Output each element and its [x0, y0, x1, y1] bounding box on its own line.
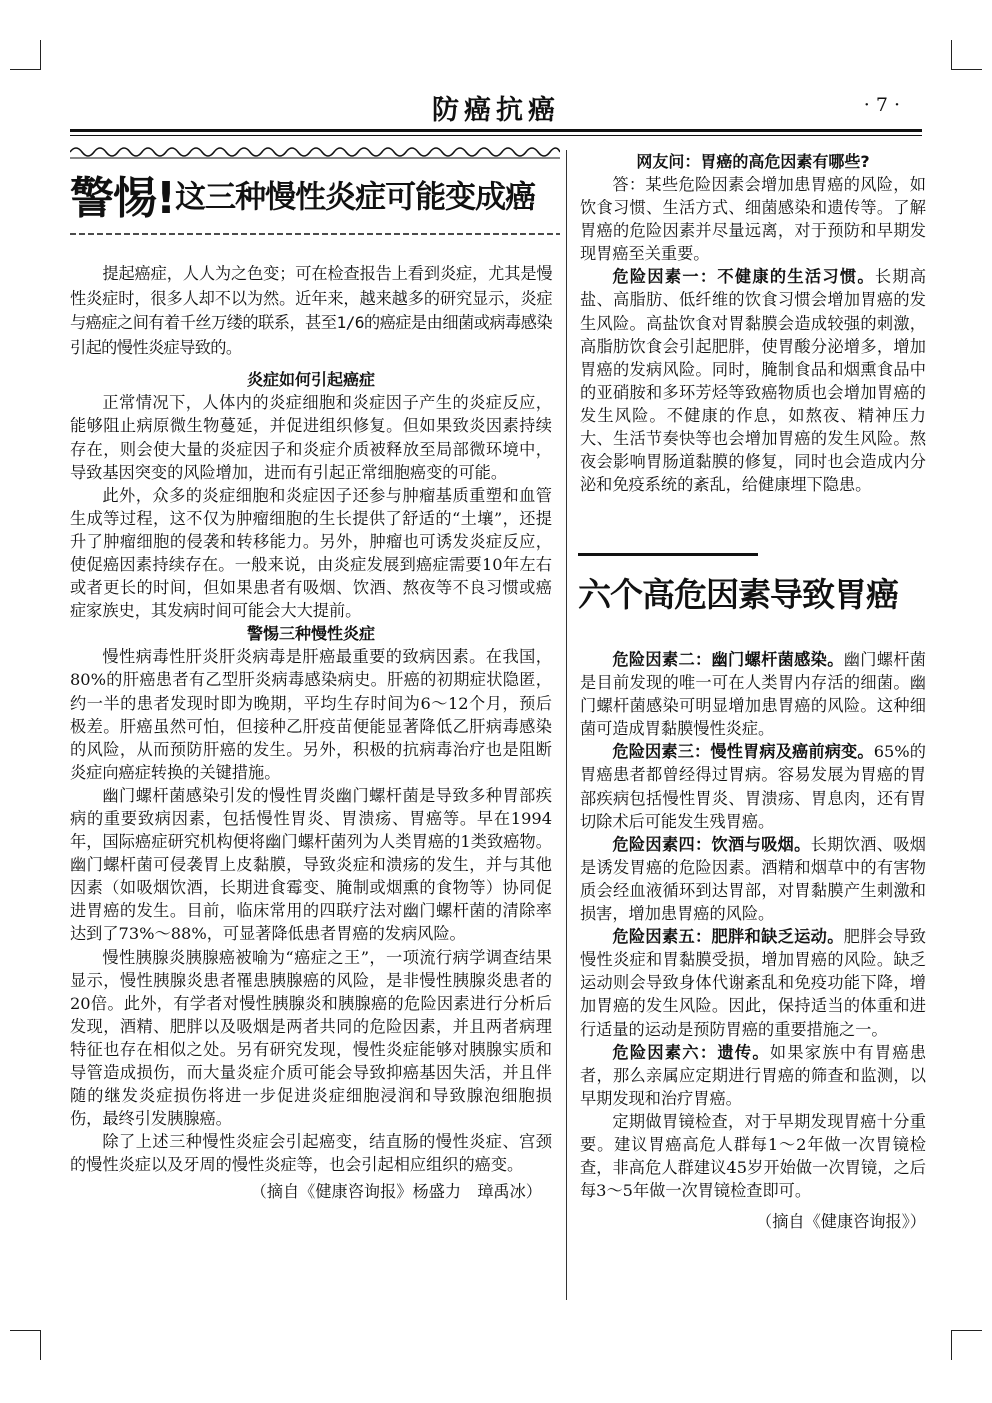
title-warning: 警惕! — [70, 173, 176, 224]
article-title-left — [70, 162, 560, 232]
crop-mark-top-left-v — [40, 40, 41, 70]
risk-factor-2 — [580, 648, 926, 740]
paragraph: 正常情况下，人体内的炎症细胞和炎症因子产生的炎症反应，能够阻止病原微生物蔓延，并促进组织修复。但如果致炎因素持续存在，则会使大量的炎症因子和炎症介质被释放至局部微环境中，导致基因突变的风险增加，进而有引起正常细胞癌变的可能。 — [70, 393, 552, 482]
risk-factor-5-text: 肥胖会导致慢性炎症和胃黏膜受损，增加胃癌的风险。缺乏运动则会导致身体代谢紊乱和免疫功能下降，增加胃癌的发生风险。因此，保持适当的体重和进行适量的运动是预防胃癌的重要措施之一。 — [580, 927, 926, 1039]
source-credit-right: （摘自《健康咨询报》） — [756, 1212, 926, 1232]
subheading-how-inflammation: 炎症如何引起癌症 — [246, 370, 375, 390]
risk-factor-4-label: 危险因素四：饮酒与吸烟。 — [612, 834, 811, 854]
risk-factor-3-text: 65%的胃癌患者都曾经得过胃病。容易发展为胃癌的胃部疾病包括慢性胃炎、胃溃疡、胃息肉，还有胃切除术后可能发生残胃癌。 — [580, 742, 926, 831]
risk-factor-6 — [580, 1041, 926, 1110]
crop-mark-bottom-right-h — [952, 1330, 982, 1331]
answer-paragraph: 答：某些危险因素会增加患胃癌的风险，如饮食习惯、生活方式、细菌感染和遗传等。了解胃癌的危险因素并尽量远离，对于预防和早期发现胃癌至关重要。 — [580, 175, 926, 264]
risk-factor-2-text: 幽门螺杆菌是目前发现的唯一可在人类胃内存活的细菌。幽门螺杆菌感染可明显增加患胃癌的风险。这种细菌可造成胃黏膜慢性炎症。 — [580, 650, 926, 739]
ornament-border-top — [70, 144, 560, 160]
title-right-text: 六个高危因素导致胃癌 — [578, 575, 898, 614]
paragraph-gastroscopy: 定期做胃镜检查，对于早期发现胃癌十分重要。建议胃癌高危人群每1～2年做一次胃镜检查，非高危人群建议45岁开始做一次胃镜，之后每3～5年做一次胃镜检查即可。 — [580, 1111, 926, 1201]
risk-factor-1 — [580, 265, 926, 496]
title-main: 这三种慢性炎症可能变成癌 — [175, 179, 536, 216]
risk-factor-1-text: 长期高盐、高脂肪、低纤维的饮食习惯会增加胃癌的发生风险。高盐饮食对胃黏膜会造成较强的刺激，高脂肪饮食会引起肥胖，使胃酸分泌增多，增加胃癌的发病风险。同时，腌制食品和烟熏食品中的亚硝胺和多环芳烃等致癌物质也会增加胃癌的发生风险。不健康的作息，如熬夜、精神压力大、生活节奏快等也会增加胃癌的发生风险。熬夜会影响胃肠道黏膜的修复，同时也会造成内分泌和免疫系统的紊乱，给健康埋下隐患。 — [580, 267, 927, 495]
risk-factor-6-text: 如果家族中有胃癌患者，那么亲属应定期进行胃癌的筛查和监测，以早期发现和治疗胃癌。 — [580, 1042, 927, 1108]
crop-mark-bottom-right-v — [951, 1330, 952, 1360]
crop-mark-top-left-h — [10, 69, 40, 70]
crop-mark-top-right-v — [951, 40, 952, 70]
crop-mark-bottom-left-h — [10, 1330, 40, 1331]
lead-paragraph: 提起癌症，人人为之色变；可在检查报告上看到炎症，尤其是慢性炎症时，很多人却不以为然。近年来，越来越多的研究显示，炎症与癌症之间有着千丝万缕的联系，甚至1/6的癌症是由细菌或病毒感染引起的慢性炎症导致的。 — [70, 264, 552, 357]
risk-factor-6-label: 危险因素六：遗传。 — [612, 1042, 770, 1062]
risk-factor-5 — [580, 925, 926, 1040]
title-right-rule — [578, 553, 758, 556]
risk-factor-4-text: 长期饮酒、吸烟是诱发胃癌的危险因素。酒精和烟草中的有害物质会经血液循环到达胃部，对胃黏膜产生刺激和损害，增加患胃癌的风险。 — [580, 834, 926, 924]
paragraph: 此外，众多的炎症细胞和炎症因子还参与肿瘤基质重塑和血管生成等过程，这不仅为肿瘤细胞的生长提供了舒适的“土壤”，还提升了肿瘤细胞的侵袭和转移能力。另外，肿瘤也可诱发炎症反应，使促癌因素持续存在。一般来说，由炎症发展到癌症需要10年左右或者更长的时间，但如果患者有吸烟、饮酒、熬夜等不良习惯或癌症家族史，其发病时间可能会大大提前。 — [70, 485, 552, 621]
page-number: · 7 · — [863, 94, 900, 116]
paragraph: 幽门螺杆菌感染引发的慢性胃炎幽门螺杆菌是导致多种胃部疾病的重要致病因素，包括慢性胃炎、胃溃疡、胃癌等。早在1994年，国际癌症研究机构便将幽门螺杆菌列为人类胃癌的1类致癌物。幽门螺杆菌可侵袭胃上皮黏膜，导致炎症和溃疡的发生，并与其他因素（如吸烟饮酒，长期进食霉变、腌制或烟熏的食物等）协同促进胃癌的发生。目前，临床常用的四联疗法对幽门螺杆菌的清除率达到了73%～88%，可显著降低患者胃癌的发病风险。 — [70, 785, 552, 944]
risk-factor-4 — [580, 833, 926, 925]
section-title: 防癌抗癌 — [432, 95, 560, 126]
article-title-right — [578, 553, 928, 625]
right-article-top — [580, 150, 926, 496]
column-divider — [566, 150, 567, 1300]
risk-factor-1-label: 危险因素一：不健康的生活习惯。 — [612, 267, 875, 287]
title-underline — [70, 232, 560, 236]
source-credit: （摘自《健康咨询报》杨盛力 璋禹冰） — [250, 1182, 542, 1202]
paragraph: 慢性病毒性肝炎肝炎病毒是肝癌最重要的致病因素。在我国，80%的肝癌患者有乙型肝炎病毒感染病史。肝癌的初期症状隐匿，约一半的患者发现时即为晚期，平均生存时间为6～12个月，预后极差。肝癌虽然可怕，但接种乙肝疫苗便能显著降低乙肝病毒感染的风险，从而预防肝癌的发生。另外，积极的抗病毒治疗也是阻断炎症向癌症转换的关键措施。 — [70, 647, 552, 782]
risk-factor-2-label: 危险因素二：幽门螺杆菌感染。 — [612, 650, 844, 669]
paragraph: 除了上述三种慢性炎症会引起癌变，结直肠的慢性炎症、宫颈的慢性炎症以及牙周的慢性炎症等，也会引起相应组织的癌变。 — [70, 1132, 552, 1175]
risk-factor-3-label: 危险因素三：慢性胃病及癌前病变。 — [612, 742, 874, 762]
paragraph: 慢性胰腺炎胰腺癌被喻为“癌症之王”，一项流行病学调查结果显示，慢性胰腺炎患者罹患胰腺癌的风险，是非慢性胰腺炎患者的20倍。此外，有学者对慢性胰腺炎和胰腺癌的危险因素进行分析后发现，酒精、肥胖以及吸烟是两者共同的危险因素，并且两者病理特征也存在相似之处。另有研究发现，慢性炎症能够对胰腺实质和导管造成损伤，而大量炎症介质可能会导致抑癌基因失活，并且伴随的继发炎症损伤将进一步促进炎症细胞浸润和导致腺泡细胞损伤，最终引发胰腺癌。 — [70, 947, 552, 1129]
header-rule-thick — [70, 129, 922, 132]
crop-mark-top-right-h — [952, 69, 982, 70]
left-article-body — [70, 262, 552, 1204]
right-article-bottom — [580, 648, 926, 1233]
risk-factor-3 — [580, 740, 926, 832]
question-title: 网友问：胃癌的高危因素有哪些? — [636, 152, 870, 171]
header-rule-thin — [70, 135, 922, 136]
risk-factor-5-label: 危险因素五：肥胖和缺乏运动。 — [612, 927, 844, 947]
subheading-three-inflammations: 警惕三种慢性炎症 — [246, 624, 375, 644]
crop-mark-bottom-left-v — [40, 1330, 41, 1360]
